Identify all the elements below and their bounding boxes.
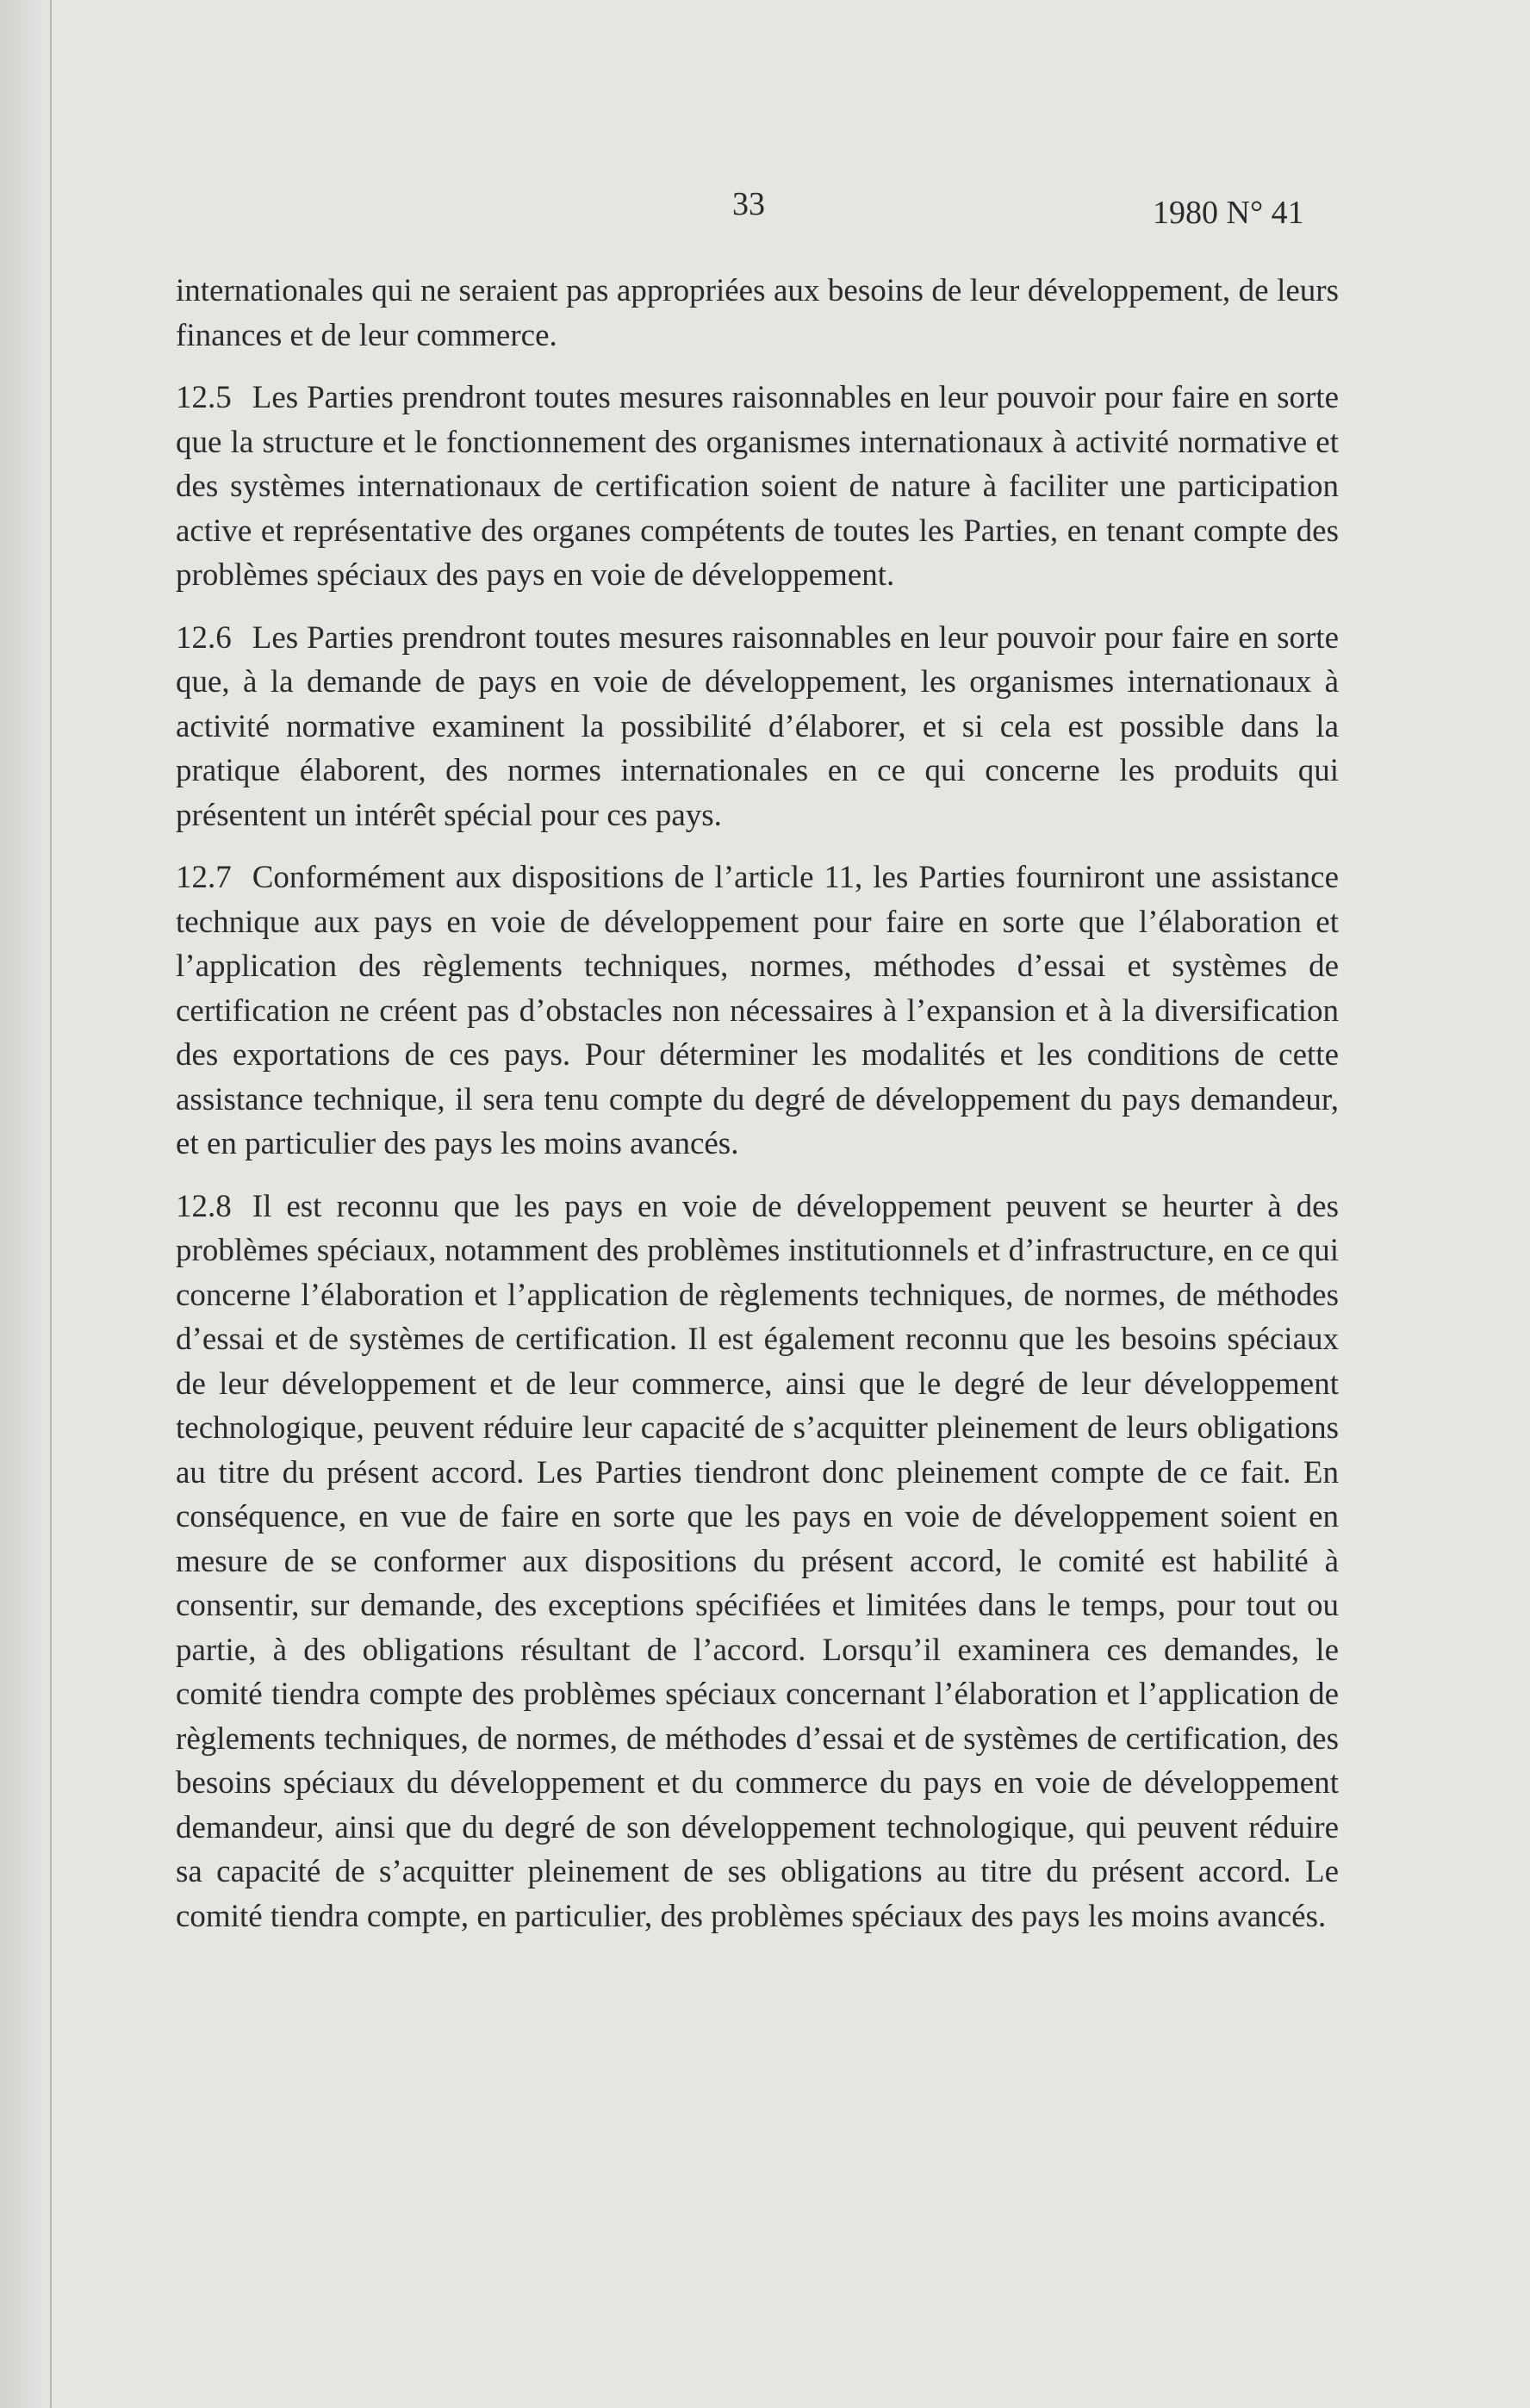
paragraph-text: internationales qui ne seraient pas appropriées aux besoins de leur développement, de leurs finances et de leur commerce. [176, 273, 1339, 353]
paragraph-number: 12.5 [176, 380, 232, 415]
paragraph-text: Les Parties prendront toutes mesures raisonnables en leur pouvoir pour faire en sorte que la structure et le fonctionnement des organismes internationaux à activité normative et des systèmes internationaux de certification soient de nature à faciliter une participation active et représentative des organes compétents de toutes les Parties, en tenant compte des problèmes spéciaux des pays en voie de développement. [176, 380, 1339, 593]
running-head: 1980 N° 41 [1153, 195, 1304, 231]
paragraph-text: Les Parties prendront toutes mesures raisonnables en leur pouvoir pour faire en sorte que, à la demande de pays en voie de développement, les organismes internationaux à activité normative examinent la possibilité d’élaborer, et si cela est possible dans la pratique élaborent, des normes internationales en ce qui concerne les produits qui présentent un intérêt spécial pour ces pays. [176, 619, 1339, 833]
body-text [176, 269, 1339, 1957]
page-number: 33 [732, 186, 765, 222]
paragraph-text: Il est reconnu que les pays en voie de développement peuvent se heurter à des problèmes spéciaux, notamment des problèmes institutionnels et d’infrastructure, en ce qui concerne l’élaboration et l’application de règlements techniques, de normes, de méthodes d’essai et de systèmes de certification. Il est également reconnu que les besoins spéciaux de leur développement et de leur commerce, ainsi que le degré de leur développement technologique, peuvent réduire leur capacité de s’acquitter pleinement de leurs obligations au titre du présent accord. Les Parties tiendront donc pleinement compte de ce fait. En conséquence, en vue de faire en sorte que les pays en voie de développement soient en mesure de se conformer aux dispositions du présent accord, le comité est habilité à consentir, sur demande, des exceptions spécifiées et limitées dans le temps, pour tout ou partie, à des obligations résultant de l’accord. Lorsqu’il examinera ces demandes, le comité tiendra compte des problèmes spéciaux concernant l’élaboration et l’application de règlements techniques, de normes, de méthodes d’essai et de systèmes de certification, des besoins spéciaux du développement et du commerce du pays en voie de développement demandeur, ainsi que du degré de son développement technologique, qui peuvent réduire sa capacité de s’acquitter pleinement de ses obligations au titre du présent accord. Le comité tiendra compte, en particulier, des problèmes spéciaux des pays les moins avancés. [176, 1188, 1339, 1934]
paragraph-12-6 [176, 616, 1339, 838]
paragraph-number: 12.6 [176, 619, 232, 656]
paragraph-number: 12.8 [176, 1188, 232, 1224]
paragraph-12-7 [176, 856, 1339, 1167]
paragraph-text: Conformément aux dispositions de l’article 11, les Parties fourniront une assistance technique aux pays en voie de développement pour faire en sorte que l’élaboration et l’application des règlements techniques, normes, méthodes d’essai et systèmes de certification ne créent pas d’obstacles non nécessaires à l’expansion et à la diversification des exportations de ces pays. Pour déterminer les modalités et les conditions de cette assistance technique, il sera tenu compte du degré de développement du pays demandeur, et en particulier des pays les moins avancés. [176, 860, 1339, 1161]
paragraph-12-5 [176, 376, 1339, 598]
paragraph-continuation [176, 269, 1339, 358]
paragraph-12-8 [176, 1185, 1339, 1939]
paragraph-number: 12.7 [176, 860, 232, 895]
